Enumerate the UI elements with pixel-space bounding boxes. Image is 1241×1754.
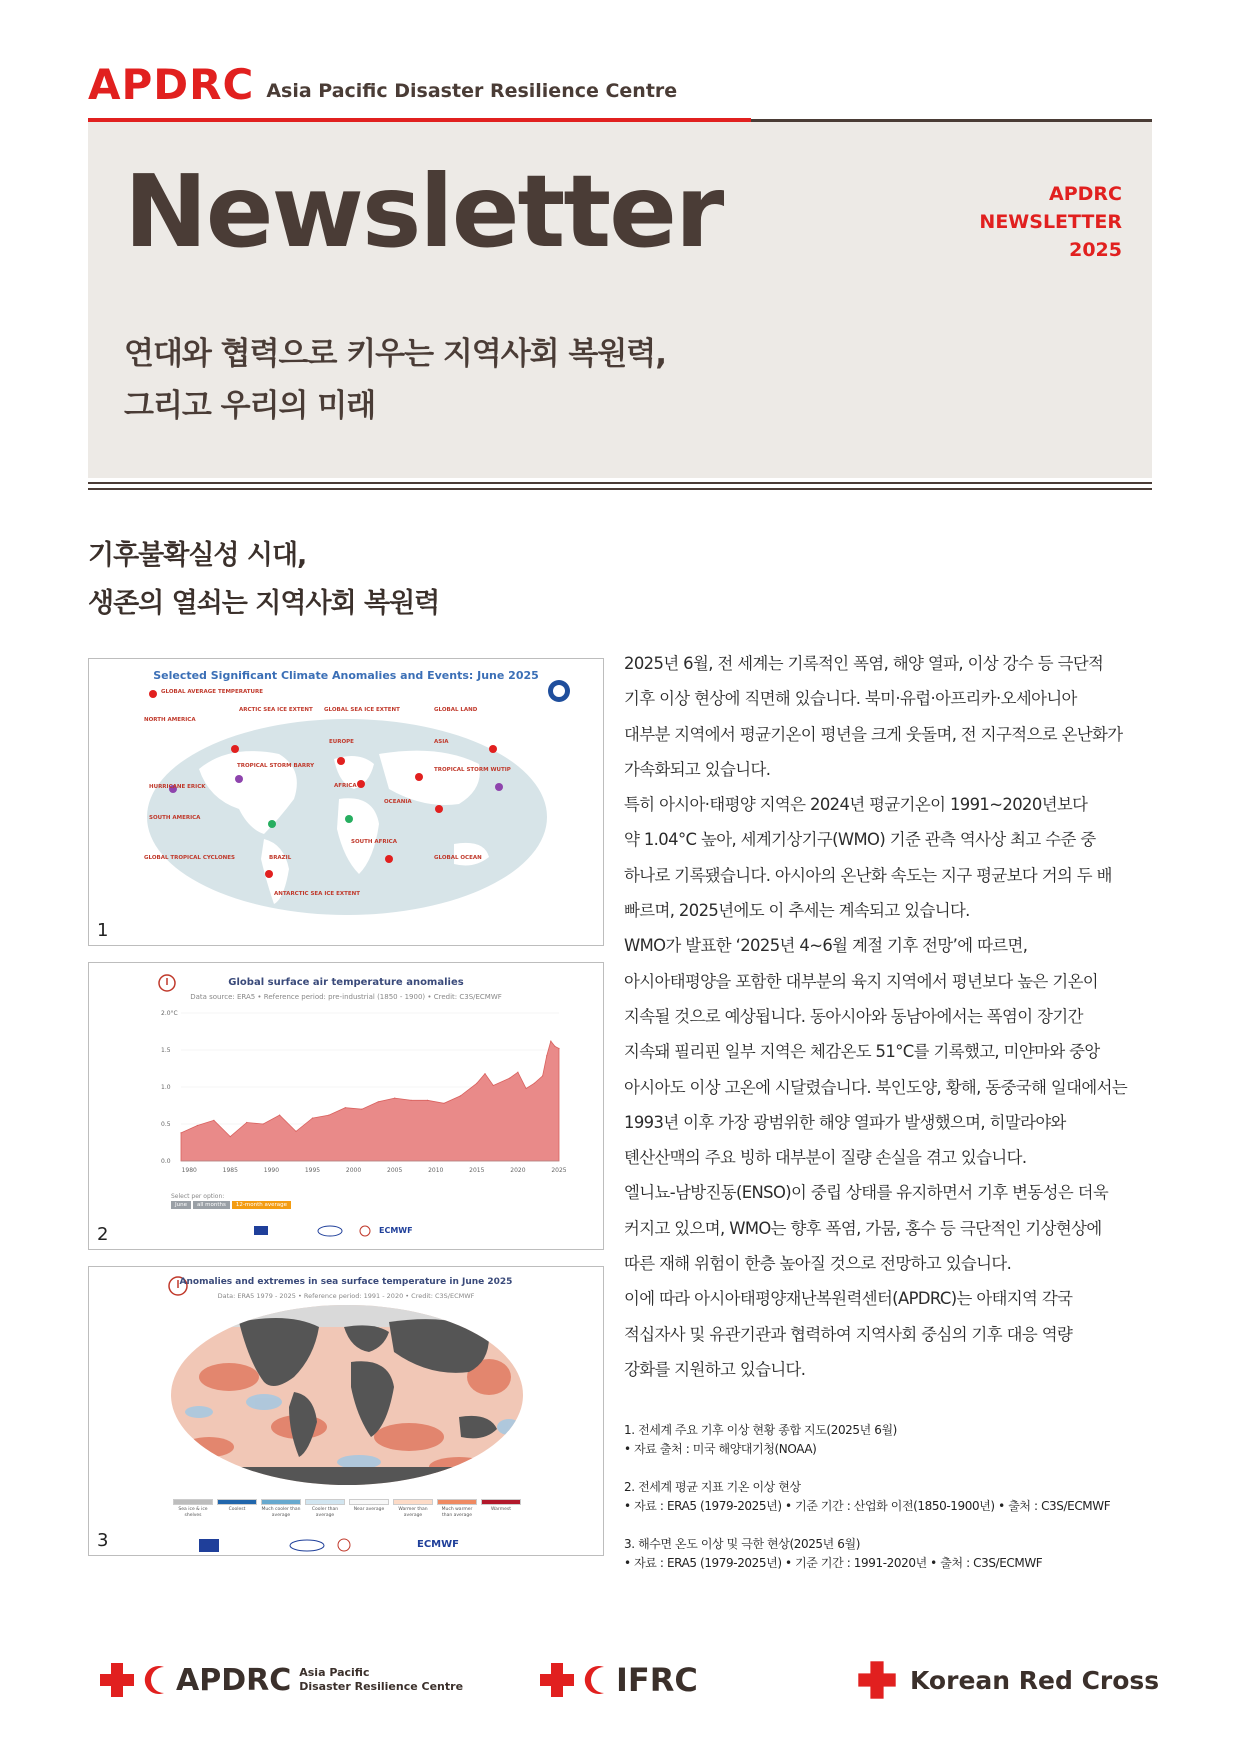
data-point (378, 1101, 379, 1102)
map-label: GLOBAL AVERAGE TEMPERATURE (161, 689, 263, 695)
data-point (509, 1078, 510, 1079)
x-tick-label: 1995 (304, 1167, 321, 1174)
figure-sst-anomalies-map (88, 1266, 604, 1556)
data-point (526, 1088, 527, 1089)
select-label: Select per option: (171, 1193, 225, 1200)
body-line: 톈산산맥의 주요 빙하 대부분이 질량 손실을 겪고 있습니다. (624, 1148, 1027, 1168)
data-point (295, 1131, 296, 1132)
red-cross-icon (540, 1663, 574, 1697)
krc-footer-text: Korean Red Cross (910, 1665, 1160, 1695)
figure-captions (624, 1421, 1154, 1592)
badge-line: NEWSLETTER (979, 211, 1122, 233)
divider-rule (88, 482, 1152, 484)
legend-label: Near average (353, 1507, 385, 1512)
red-crescent-icon (140, 1663, 168, 1697)
map-label: GLOBAL TROPICAL CYCLONES (144, 855, 235, 861)
body-line: 빠르며, 2025년에도 이 추세는 계속되고 있습니다. (624, 901, 970, 921)
data-point (517, 1072, 518, 1073)
caption-source: • 자료 : ERA5 (1979-2025년) • 기준 기간 : 1991-2020년 • 출처 : C3S/ECMWF (624, 1556, 1043, 1570)
map-label: ARCTIC SEA ICE EXTENT (239, 707, 313, 713)
map-label: GLOBAL LAND (434, 707, 478, 713)
data-point (534, 1083, 535, 1084)
sst-legend (173, 1499, 521, 1519)
c3s-icon (337, 1538, 351, 1552)
body-line: 엘니뇨-남방진동(ENSO)이 중립 상태를 유지하면서 기후 변동성은 더욱 (624, 1183, 1109, 1203)
red-cross-icon (100, 1663, 134, 1697)
section-title (88, 532, 439, 628)
figure-title: Selected Significant Climate Anomalies and Events: June 2025 (153, 669, 539, 682)
figure-climate-anomalies-map (88, 658, 604, 946)
figure-number: 2 (97, 1224, 109, 1245)
caption-title: 3. 해수면 온도 이상 및 극한 현상(2025년 6월) (624, 1537, 860, 1551)
temperature-area-series (181, 1041, 559, 1161)
data-point (484, 1073, 485, 1074)
data-point (328, 1115, 329, 1116)
section-title-line: 기후불확실성 시대, (88, 540, 307, 571)
apdrc-footer-logo (100, 1650, 463, 1710)
y-tick-label: 1.5 (161, 1047, 171, 1054)
caption-title: 1. 전세계 주요 기후 이상 현황 종합 지도(2025년 6월) (624, 1423, 897, 1437)
legend-item (217, 1499, 257, 1519)
x-tick-label: 2025 (551, 1167, 567, 1174)
brand-header (88, 54, 678, 109)
legend-label: Much cooler than average (261, 1507, 301, 1518)
red-cross-icon (858, 1661, 895, 1698)
body-line: 약 1.04°C 높아, 세계기상기구(WMO) 기준 관측 역사상 최고 수준 중 (624, 830, 1096, 850)
map-label: SOUTH AFRICA (351, 839, 397, 845)
newsletter-header (88, 122, 1152, 478)
caption-source: • 자료 출처 : 미국 해양대기청(NOAA) (624, 1442, 817, 1456)
data-point (476, 1083, 477, 1084)
map-label: BRAZIL (269, 855, 292, 861)
map-label: GLOBAL SEA ICE EXTENT (324, 707, 400, 713)
body-line: 커지고 있으며, WMO는 향후 폭염, 가뭄, 홍수 등 극단적인 기상현상에 (624, 1218, 1102, 1238)
body-line: 특히 아시아·태평양 지역은 2024년 평균기온이 1991~2020년보다 (624, 795, 1088, 815)
krc-footer-logo (860, 1650, 1159, 1710)
eu-flag-icon (254, 1226, 268, 1235)
legend-label: Sea ice & ice shelves (178, 1507, 208, 1518)
section-title-line: 생존의 열쇠는 지역사회 복원력 (88, 588, 440, 619)
map-label: EUROPE (329, 739, 354, 745)
legend-item (393, 1499, 433, 1519)
chart-title: Global surface air temperature anomalies (228, 977, 464, 988)
legend-swatch (349, 1499, 389, 1505)
map-label: SOUTH AMERICA (149, 815, 201, 821)
button-12-month-average[interactable]: 12-month average (232, 1201, 291, 1209)
legend-item (305, 1499, 345, 1519)
ifrc-footer-logo (540, 1650, 698, 1710)
apdrc-sub-line: Disaster Resilience Centre (299, 1680, 464, 1693)
x-tick-label: 1985 (222, 1167, 238, 1174)
data-point (197, 1125, 198, 1126)
ecmwf-logo: ECMWF (417, 1539, 459, 1550)
newsletter-headline (124, 328, 666, 432)
data-point (213, 1120, 214, 1121)
data-point (411, 1100, 412, 1101)
legend-swatch (393, 1499, 433, 1505)
legend-item (349, 1499, 389, 1519)
data-point (542, 1075, 543, 1076)
period-buttons (171, 1201, 291, 1209)
figure-number: 1 (97, 920, 109, 941)
map-label: HURRICANE ERICK (149, 784, 206, 790)
y-tick-label: 2.0°C (161, 1010, 178, 1017)
body-line: 아시아도 이상 고온에 시달렸습니다. 북인도양, 황해, 동중국해 일대에서는 (624, 1077, 1128, 1097)
body-line: 대부분 지역에서 평균기온이 평년을 크게 웃돌며, 전 지구적으로 온난화가 (624, 724, 1123, 744)
y-tick-label: 0.0 (161, 1158, 171, 1165)
x-tick-label: 2000 (345, 1167, 362, 1174)
apdrc-logo: APDRC (88, 60, 255, 109)
badge-line: APDRC (1049, 183, 1122, 205)
data-point (180, 1132, 181, 1133)
body-line: 기후 이상 현상에 직면해 있습니다. 북미·유럽·아프리카·오세아니아 (624, 689, 1077, 709)
apdrc-footer-sub (299, 1666, 463, 1694)
map-label: ASIA (434, 739, 449, 745)
copernicus-icon (289, 1539, 325, 1552)
x-tick-label: 1990 (263, 1167, 280, 1174)
temperature-chart (89, 963, 604, 1250)
map-label: OCEANIA (384, 799, 412, 805)
legend-swatch (261, 1499, 301, 1505)
newsletter-title: Newsletter (124, 153, 723, 270)
y-tick-label: 1.0 (161, 1084, 171, 1091)
world-map-graphic (89, 659, 604, 946)
data-point (493, 1085, 494, 1086)
caption-3 (624, 1535, 1154, 1573)
x-tick-label: 2005 (387, 1167, 403, 1174)
apdrc-sub-line: Asia Pacific (299, 1666, 370, 1679)
legend-item (173, 1499, 213, 1519)
body-line: 이에 따라 아시아태평양재난복원력센터(APDRC)는 아태지역 각국 (624, 1289, 1073, 1309)
copernicus-icon (317, 1225, 343, 1237)
data-point (361, 1109, 362, 1110)
apdrc-full-name: Asia Pacific Disaster Resilience Centre (266, 80, 678, 102)
apdrc-footer-text: APDRC (176, 1662, 292, 1698)
red-crescent-icon (580, 1663, 608, 1697)
data-point (550, 1041, 551, 1042)
data-point (394, 1098, 395, 1099)
map-subtitle: Data: ERA5 1979 - 2025 • Reference period: 1991 - 2020 • Credit: C3S/ECMWF (217, 1292, 475, 1300)
body-line: WMO가 발표한 ‘2025년 4~6월 계절 기후 전망’에 따르면, (624, 936, 1028, 956)
y-tick-label: 0.5 (161, 1121, 171, 1128)
data-point (460, 1095, 461, 1096)
body-line: 아시아태평양을 포함한 대부분의 육지 지역에서 평년보다 높은 기온이 (624, 971, 1099, 991)
x-tick-label: 2015 (469, 1167, 485, 1174)
article-body (624, 646, 1154, 1387)
map-label: NORTH AMERICA (144, 717, 196, 723)
footer-logos (0, 1650, 1241, 1710)
body-line: 지속돼 필리핀 일부 지역은 체감온도 51°C를 기록했고, 미얀마와 중앙 (624, 1042, 1100, 1062)
map-title: Anomalies and extremes in sea surface temperature in June 2025 (179, 1277, 513, 1287)
legend-item (437, 1499, 477, 1519)
data-point (427, 1100, 428, 1101)
eu-flag-icon (199, 1539, 219, 1552)
data-point (246, 1122, 247, 1123)
divider-rule (88, 488, 1152, 490)
data-point (312, 1118, 313, 1119)
newsletter-badge (979, 180, 1122, 264)
ifrc-footer-text: IFRC (616, 1661, 698, 1699)
button-june[interactable]: June (171, 1201, 191, 1209)
body-line: 따른 재해 위험이 한층 높아질 것으로 전망하고 있습니다. (624, 1254, 1012, 1274)
legend-label: Warmer than average (398, 1507, 428, 1518)
body-line: 가속화되고 있습니다. (624, 759, 771, 779)
legend-label: Much warmer than average (441, 1507, 473, 1518)
caption-1 (624, 1421, 1154, 1459)
map-label: TROPICAL STORM BARRY (237, 763, 315, 769)
data-point (558, 1048, 559, 1049)
badge-line: 2025 (1069, 239, 1122, 261)
legend-item (261, 1499, 301, 1519)
data-point (546, 1055, 547, 1056)
caption-source: • 자료 : ERA5 (1979-2025년) • 기준 기간 : 산업화 이전(1850-1900년) • 출처 : C3S/ECMWF (624, 1499, 1111, 1513)
legend-item (481, 1499, 521, 1519)
body-line: 강화를 지원하고 있습니다. (624, 1359, 806, 1379)
legend-label: Warmest (491, 1507, 511, 1512)
map-label: ANTARCTIC SEA ICE EXTENT (274, 891, 360, 897)
body-line: 하나로 기록됐습니다. 아시아의 온난화 속도는 지구 평균보다 거의 두 배 (624, 865, 1112, 885)
data-point (230, 1136, 231, 1137)
legend-swatch (437, 1499, 477, 1505)
chart-subtitle: Data source: ERA5 • Reference period: pre-industrial (1850 - 1900) • Credit: C3S/ECMWF (190, 993, 502, 1001)
c3s-icon (359, 1225, 371, 1237)
x-tick-label: 2020 (510, 1167, 526, 1174)
legend-swatch (481, 1499, 521, 1505)
button-all-months[interactable]: all months (193, 1201, 230, 1209)
legend-label: Coolest (228, 1507, 246, 1512)
legend-label: Cooler than average (311, 1507, 339, 1518)
headline-line: 그리고 우리의 미래 (124, 388, 376, 424)
map-label: AFRICA (334, 783, 357, 789)
data-point (443, 1103, 444, 1104)
caption-2 (624, 1478, 1154, 1516)
data-point (554, 1046, 555, 1047)
body-line: 2025년 6월, 전 세계는 기록적인 폭염, 해양 열파, 이상 강수 등 극단적 (624, 654, 1104, 673)
x-tick-label: 2010 (428, 1167, 444, 1174)
data-point (345, 1107, 346, 1108)
legend-swatch (305, 1499, 345, 1505)
figure-number: 3 (97, 1530, 109, 1551)
headline-line: 연대와 협력으로 키우는 지역사회 복원력, (124, 336, 667, 372)
map-label: TROPICAL STORM WUTIP (434, 767, 511, 773)
legend-swatch (217, 1499, 257, 1505)
x-tick-label: 1980 (181, 1167, 197, 1174)
body-line: 지속될 것으로 예상됩니다. 동아시아와 동남아에서는 폭염이 장기간 (624, 1006, 1083, 1026)
data-point (279, 1115, 280, 1116)
legend-swatch (173, 1499, 213, 1505)
body-line: 1993년 이후 가장 광범위한 해양 열파가 발생했으며, 히말라야와 (624, 1112, 1066, 1132)
figure-temperature-anomalies-chart (88, 962, 604, 1250)
caption-title: 2. 전세계 평균 지표 기온 이상 현상 (624, 1480, 801, 1494)
ecmwf-logo: ECMWF (379, 1226, 413, 1235)
data-point (263, 1123, 264, 1124)
map-label: GLOBAL OCEAN (434, 855, 482, 861)
body-line: 적십자사 및 유관기관과 협력하여 지역사회 중심의 기후 대응 역량 (624, 1324, 1073, 1344)
